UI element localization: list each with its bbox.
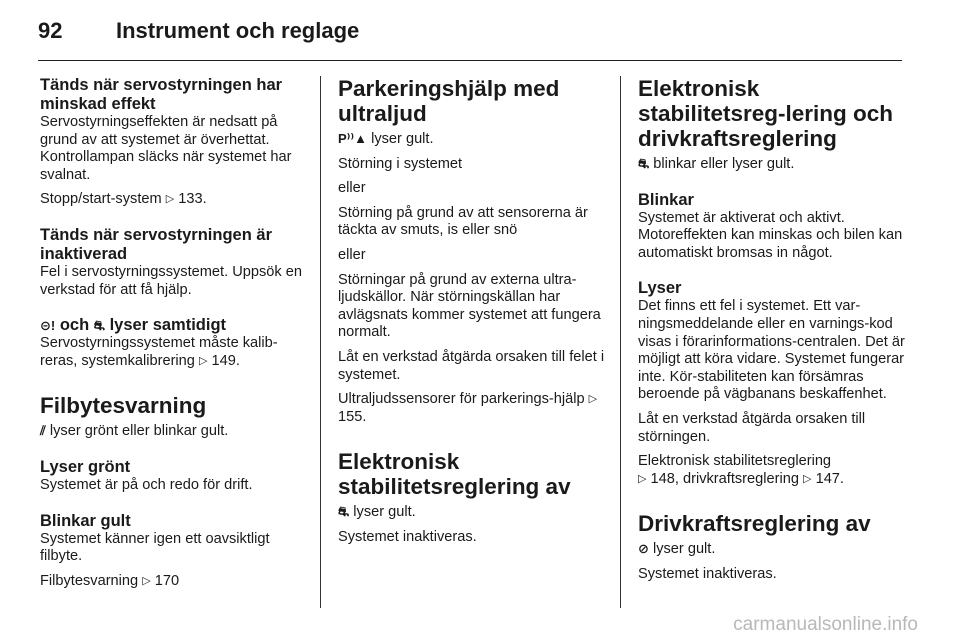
heading-tc-off: Drivkraftsreglering av — [638, 511, 871, 537]
page-ref-icon: ▷ — [165, 193, 175, 206]
traction-off-icon: ⊘ — [638, 541, 649, 557]
watermark: carmanualsonline.info — [733, 614, 918, 635]
column-divider-2 — [620, 76, 621, 608]
page-title: Instrument och reglage — [116, 18, 360, 43]
column-2 — [338, 76, 610, 554]
heading-park: Parkeringshjälp med ultraljud — [338, 76, 560, 126]
page-number: 92 — [38, 18, 63, 43]
page-header — [38, 18, 359, 48]
text-park-icon: P⁾⁾▲ lyser gult. — [338, 131, 434, 147]
esc-icon: ⛐ — [638, 156, 650, 171]
text-both: Servostyrningssystemet måste kalib-reras, systemkalibrering ▷ 149. — [40, 335, 278, 369]
page-ref-icon: ▷ — [803, 472, 812, 485]
text-tc-icon: ⊘ lyser gult. — [638, 541, 716, 558]
page-ref-icon: ▷ — [198, 354, 208, 367]
ref-calib-link[interactable]: 149. — [211, 352, 240, 369]
text-fix: Låt en verkstad åtgärda orsaken till störningen. — [638, 410, 866, 445]
heading-esc: Elektronisk stabilitetsreg-lering och drivkraftsreglering — [638, 76, 894, 151]
lane-departure-icon: ⫽ — [40, 423, 46, 439]
ref-stopstart: Stopp/start-system ▷ 133. — [40, 191, 207, 208]
text-esc-icon: ⛐ lyser gult. — [338, 504, 416, 521]
text-park-2: eller — [338, 180, 366, 197]
heading-reduced: Tänds när servostyrningen har minskad effekt — [40, 76, 283, 113]
ref-lane: Filbytesvarning ▷ 170 — [40, 572, 180, 589]
page-ref-icon: ▷ — [142, 574, 151, 587]
heading-inactive: Tänds när servostyrningen är inaktiverad — [40, 225, 272, 263]
column-3 — [638, 76, 908, 591]
text-lane-icon: ⫽ lyser grönt eller blinkar gult. — [40, 423, 229, 440]
heading-lane: Filbytesvarning — [40, 393, 207, 419]
parking-assist-icon: P⁾⁾▲ — [338, 131, 368, 146]
text-tc-off: Systemet inaktiveras. — [638, 565, 777, 582]
esc-off-icon: ⛐ — [338, 504, 350, 520]
ref-esc-link[interactable]: 148, drivkraftsreglering — [650, 470, 799, 487]
text-blink: Systemet är aktiverat och aktivt. Motoreffekten kan minskas och bilen kan automatiskt bromsas in något. — [638, 209, 903, 261]
text-park-1: Störning i systemet — [338, 155, 463, 172]
header-rule — [38, 60, 902, 61]
ref-park-link[interactable]: 155. — [338, 408, 367, 425]
column-divider-1 — [320, 76, 321, 608]
heading-blink: Blinkar — [638, 190, 694, 209]
text-reduced: Servostyrningseffekten är nedsatt på grund av att systemet är överhettat. Kontrollampan släcks när systemet har svalnat. — [40, 114, 292, 183]
heading-esc-off: Elektronisk stabilitetsreglering av — [338, 449, 571, 500]
heading-both: ⊝! och ⛐ lyser samtidigt — [40, 316, 227, 335]
page-ref-icon: ▷ — [588, 393, 598, 406]
ref-park: Ultraljudssensorer för parkerings-hjälp ▷ 155. — [338, 391, 598, 425]
ref-tc-link[interactable]: 147. — [815, 470, 844, 487]
esc-icon: ⛐ — [93, 318, 105, 334]
text-esc-icon: ⛐ blinkar eller lyser gult. — [638, 156, 795, 172]
steering-warning-icon: ⊝! — [40, 318, 56, 334]
heading-yellow: Blinkar gult — [40, 511, 131, 530]
text-park-3: Störning på grund av att sensorerna är täckta av smuts, is eller snö — [338, 204, 588, 239]
text-inactive: Fel i servostyrningssystemet. Uppsök en verkstad för att få hjälp. — [40, 263, 302, 298]
ref-stopstart-link[interactable]: 133. — [178, 191, 207, 208]
text-esc-off: Systemet inaktiveras. — [338, 528, 477, 545]
text-yellow: Systemet känner igen ett oavsiktligt filbyte. — [40, 530, 270, 565]
text-light: Det finns ett fel i systemet. Ett var-ningsmeddelande eller en varnings-kod visas i förarinformations-centralen. Det är möjligt att köra vidare. Systemet fungerar inte. Kör-stabiliteten kan försämras beroende på vägbanans beskaffenhet. — [638, 298, 905, 403]
text-park-5: Störningar på grund av externa ultra-ljudskällor. När störningskällan har avlägsnats kommer systemet att fungera normalt. — [338, 271, 601, 341]
page-ref-icon: ▷ — [638, 472, 647, 485]
text-park-4: eller — [338, 246, 366, 263]
column-1 — [40, 76, 312, 597]
heading-light: Lyser — [638, 279, 682, 298]
ref-esc: Elektronisk stabilitetsreglering ▷ 148, drivkraftsreglering ▷ 147. — [638, 453, 844, 487]
heading-green: Lyser grönt — [40, 457, 131, 476]
text-park-6: Låt en verkstad åtgärda orsaken till felet i systemet. — [338, 348, 605, 383]
text-green: Systemet är på och redo för drift. — [40, 476, 253, 493]
ref-lane-link[interactable]: 170 — [154, 572, 180, 589]
